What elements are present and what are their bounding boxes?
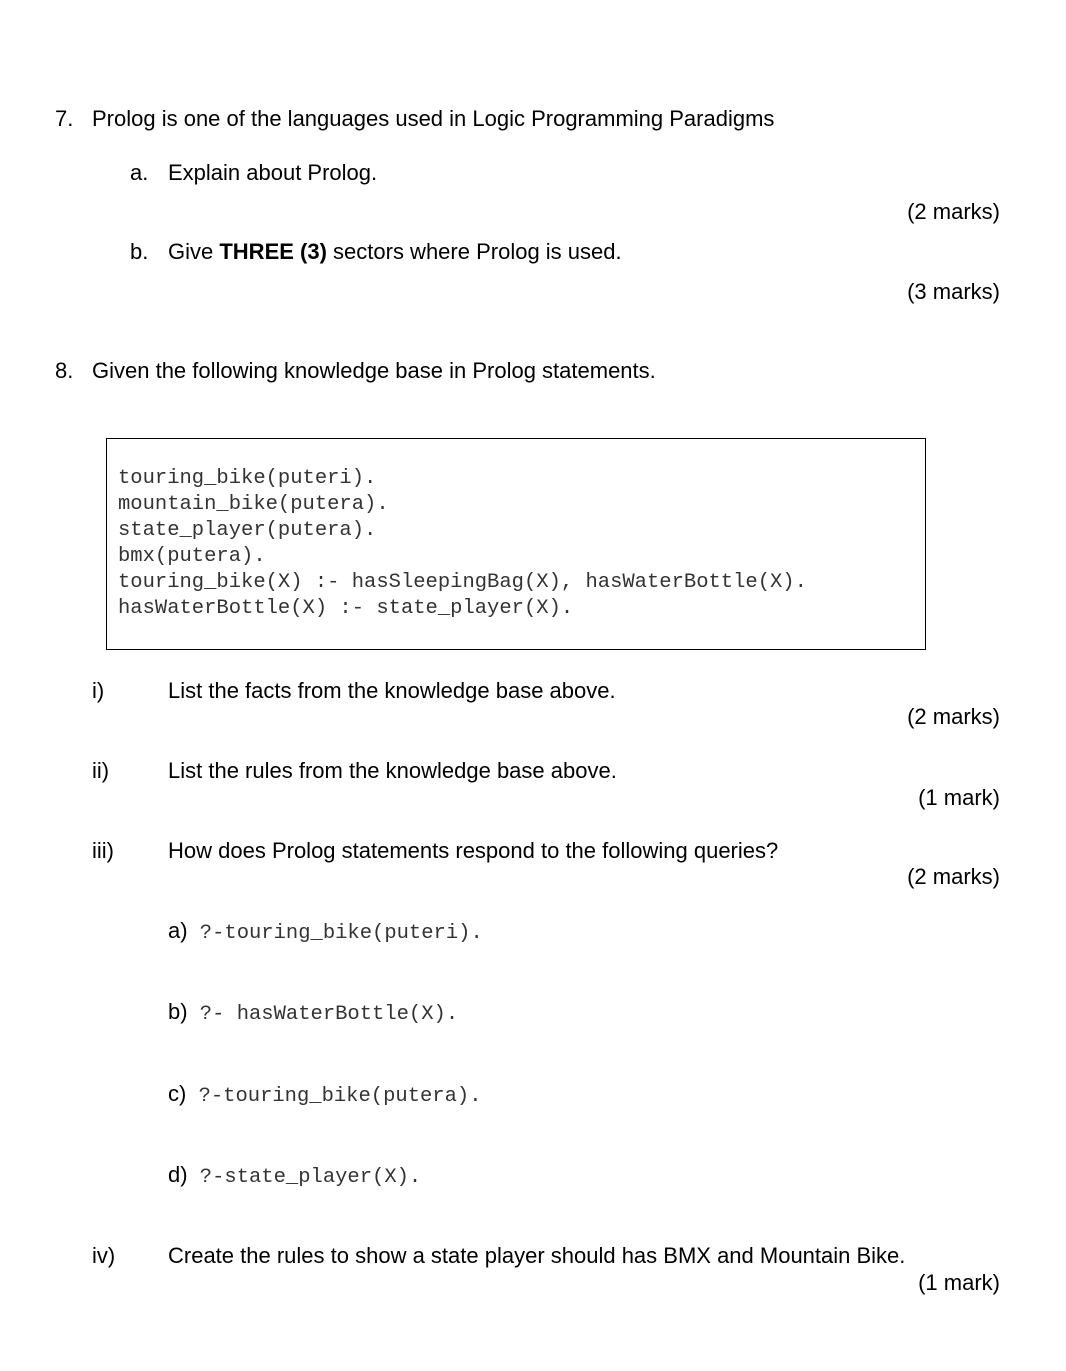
code-line: touring_bike(X) :- hasSleepingBag(X), hasWaterBottle(X). (118, 571, 807, 594)
question-7b-label: b. (130, 239, 149, 264)
part-iii-text: How does Prolog statements respond to the following queries? (168, 838, 779, 863)
code-line: hasWaterBottle(X) :- state_player(X). (118, 597, 574, 620)
part-ii-label: ii) (92, 758, 110, 783)
query-c (168, 1081, 482, 1110)
code-line: mountain_bike(putera). (118, 493, 389, 516)
query-a-label: a) (168, 918, 188, 943)
part-iv-text: Create the rules to show a state player should has BMX and Mountain Bike. (168, 1243, 906, 1268)
part-ii-text: List the rules from the knowledge base above. (168, 758, 617, 783)
question-7-text: Prolog is one of the languages used in Logic Programming Paradigms (92, 106, 775, 131)
code-line: touring_bike(puteri). (118, 467, 377, 490)
query-d-code: ?-state_player(X). (199, 1166, 422, 1189)
question-7-number: 7. (55, 106, 74, 131)
part-iii-marks: (2 marks) (907, 864, 1000, 889)
query-a (168, 918, 483, 947)
part-i-label: i) (92, 678, 105, 703)
part-iii-label: iii) (92, 838, 114, 863)
question-7b-text (168, 239, 622, 265)
question-7b-text-post: sectors where Prolog is used. (326, 239, 622, 264)
part-i-marks: (2 marks) (907, 704, 1000, 729)
question-8-text: Given the following knowledge base in Prolog statements. (92, 358, 656, 383)
query-b (168, 999, 458, 1028)
question-7b-text-bold: THREE (3) (219, 239, 327, 264)
code-line: bmx(putera). (118, 545, 266, 568)
query-d (168, 1162, 421, 1191)
question-7a-text: Explain about Prolog. (168, 160, 378, 185)
query-b-code: ?- hasWaterBottle(X). (199, 1003, 459, 1026)
knowledge-base-box (106, 438, 926, 650)
query-c-code: ?-touring_bike(putera). (198, 1085, 482, 1108)
part-iv-label: iv) (92, 1243, 116, 1268)
part-iv-marks: (1 mark) (918, 1270, 1000, 1295)
code-line: state_player(putera). (118, 519, 377, 542)
query-d-label: d) (168, 1162, 188, 1187)
part-i-text: List the facts from the knowledge base above. (168, 678, 616, 703)
part-ii-marks: (1 mark) (918, 785, 1000, 810)
question-7b-marks: (3 marks) (907, 279, 1000, 304)
question-7a-label: a. (130, 160, 149, 185)
question-7a-marks: (2 marks) (907, 199, 1000, 224)
query-a-code: ?-touring_bike(puteri). (199, 922, 483, 945)
query-c-label: c) (168, 1081, 187, 1106)
question-8-number: 8. (55, 358, 74, 383)
query-b-label: b) (168, 999, 188, 1024)
question-7b-text-pre: Give (168, 239, 220, 264)
